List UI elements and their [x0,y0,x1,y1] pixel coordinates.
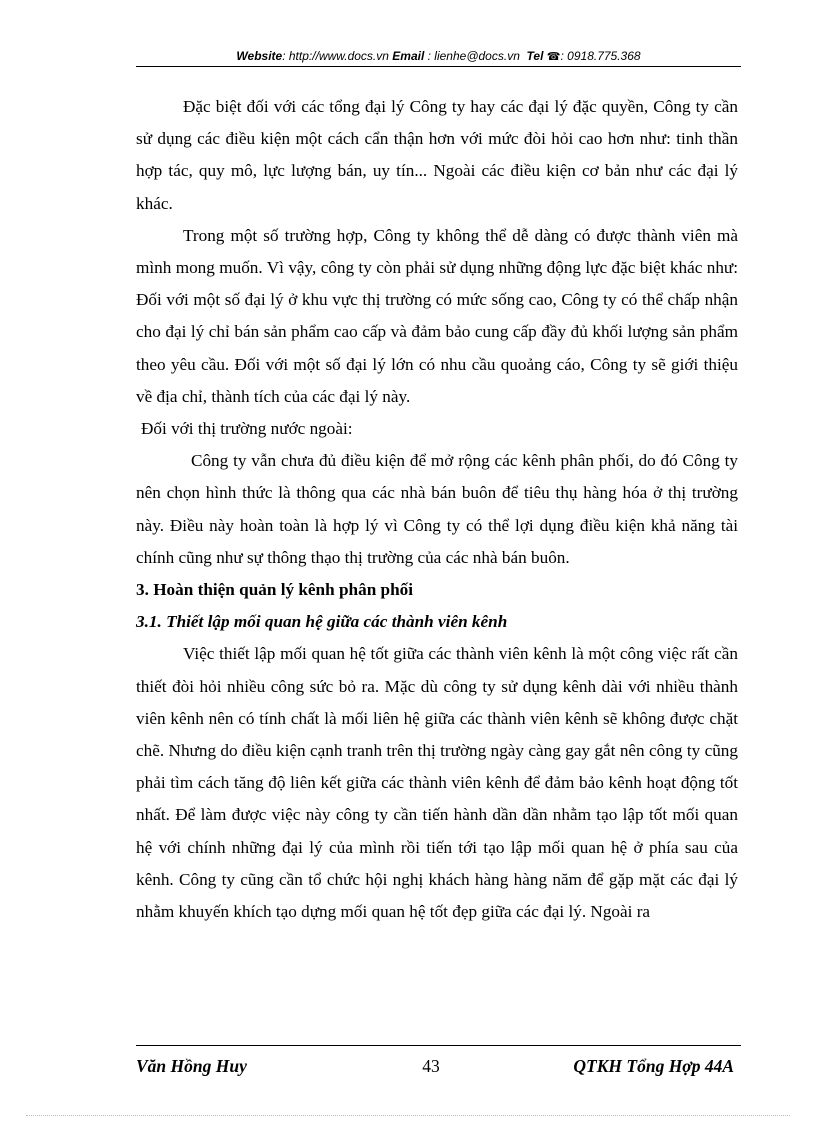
page-number: 43 [422,1056,440,1076]
section-heading: 3. Hoàn thiện quản lý kênh phân phối [136,580,414,600]
paragraph-general-agents: Đặc biệt đối với các tổng đại lý Công ty hay các đại lý đặc quyền, Công ty cần sử dụng các điều kiện một cách cẩn thận hơn với mức đòi hỏi cao hơn như: tinh thần hợp tác, quy mô, lực lượng bán, uy tín... Ngoài các điều kiện cơ bản như các đại lý khác. [136,97,738,213]
tel-number: : 0918.775.368 [560,49,641,63]
email-label: Email [392,49,425,63]
header-divider [136,66,741,67]
page-footer [136,1053,738,1081]
footer-divider [136,1045,741,1046]
paragraph-special-incentives: Trong một số trường hợp, Công ty không thể dễ dàng có được thành viên mà mình mong muốn. Vì vậy, công ty còn phải sử dụng những động lực đặc biệt khác như: Đối với một số đại lý ở khu vực thị trường có mức sống cao, Công ty có thể chấp nhận cho đại lý chỉ bán sản phẩm cao cấp và đảm bảo cung cấp đầy đủ khối lượng sản phẩm theo yêu cầu. Đối với một số đại lý lớn có nhu cầu quoảng cáo, Công ty sẽ giới thiệu về địa chỉ, thành tích của các đại lý này. [136,225,738,406]
paragraph-foreign-market: Công ty vẫn chưa đủ điều kiện để mở rộng các kênh phân phối, do đó Công ty nên chọn hình thức là thông qua các nhà bán buôn để tiêu thụ hàng hóa ở thị trường này. Điều này hoàn toàn là hợp lý vì Công ty có thể lợi dụng điều kiện khả năng tài chính cũng như sự thông thạo thị trường của các nhà bán buôn. [136,451,738,567]
subsection-heading: 3.1. Thiết lập mối quan hệ giữa các thành viên kênh [136,612,508,632]
page-header [136,48,741,65]
paragraph-foreign-market-label: Đối với thị trường nước ngoài: [141,419,353,439]
email-address[interactable]: : lienhe@docs.vn [424,49,520,63]
phone-icon: ☎ [546,51,561,63]
page-content [136,91,738,928]
website-label: Website [236,49,283,63]
paragraph-channel-relations: Việc thiết lập mối quan hệ tốt giữa các thành viên kênh là một công việc rất cần thiết đòi hỏi nhiều công sức bỏ ra. Mặc dù công ty sử dụng kênh dài với nhiều thành viên kênh nên có tính chất là mối liên hệ giữa các thành viên kênh sẽ không được chặt chẽ. Nhưng do điều kiện cạnh tranh trên thị trường ngày càng gay gắt nên công ty cũng phải tìm cách tăng độ liên kết giữa các thành viên kênh để đảm bảo kênh hoạt động tốt nhất. Để làm được việc này công ty cần tiến hành dần dần nhằm tạo lập tốt mối quan hệ với chính những đại lý của mình rồi tiến tới tạo lập mối quan hệ ở phía sau của kênh. Công ty cũng cần tổ chức hội nghị khách hàng hàng năm để gặp mặt các đại lý nhằm khuyến khích tạo dựng mối quan hệ tốt đẹp giữa các đại lý. Ngoài ra [136,644,738,922]
footer-author: Văn Hồng Huy [136,1056,247,1076]
footer-class: QTKH Tổng Hợp 44A [573,1056,734,1076]
page-edge-divider [26,1115,790,1116]
tel-label: Tel [526,49,544,63]
website-url[interactable]: : http://www.docs.vn [282,49,389,63]
